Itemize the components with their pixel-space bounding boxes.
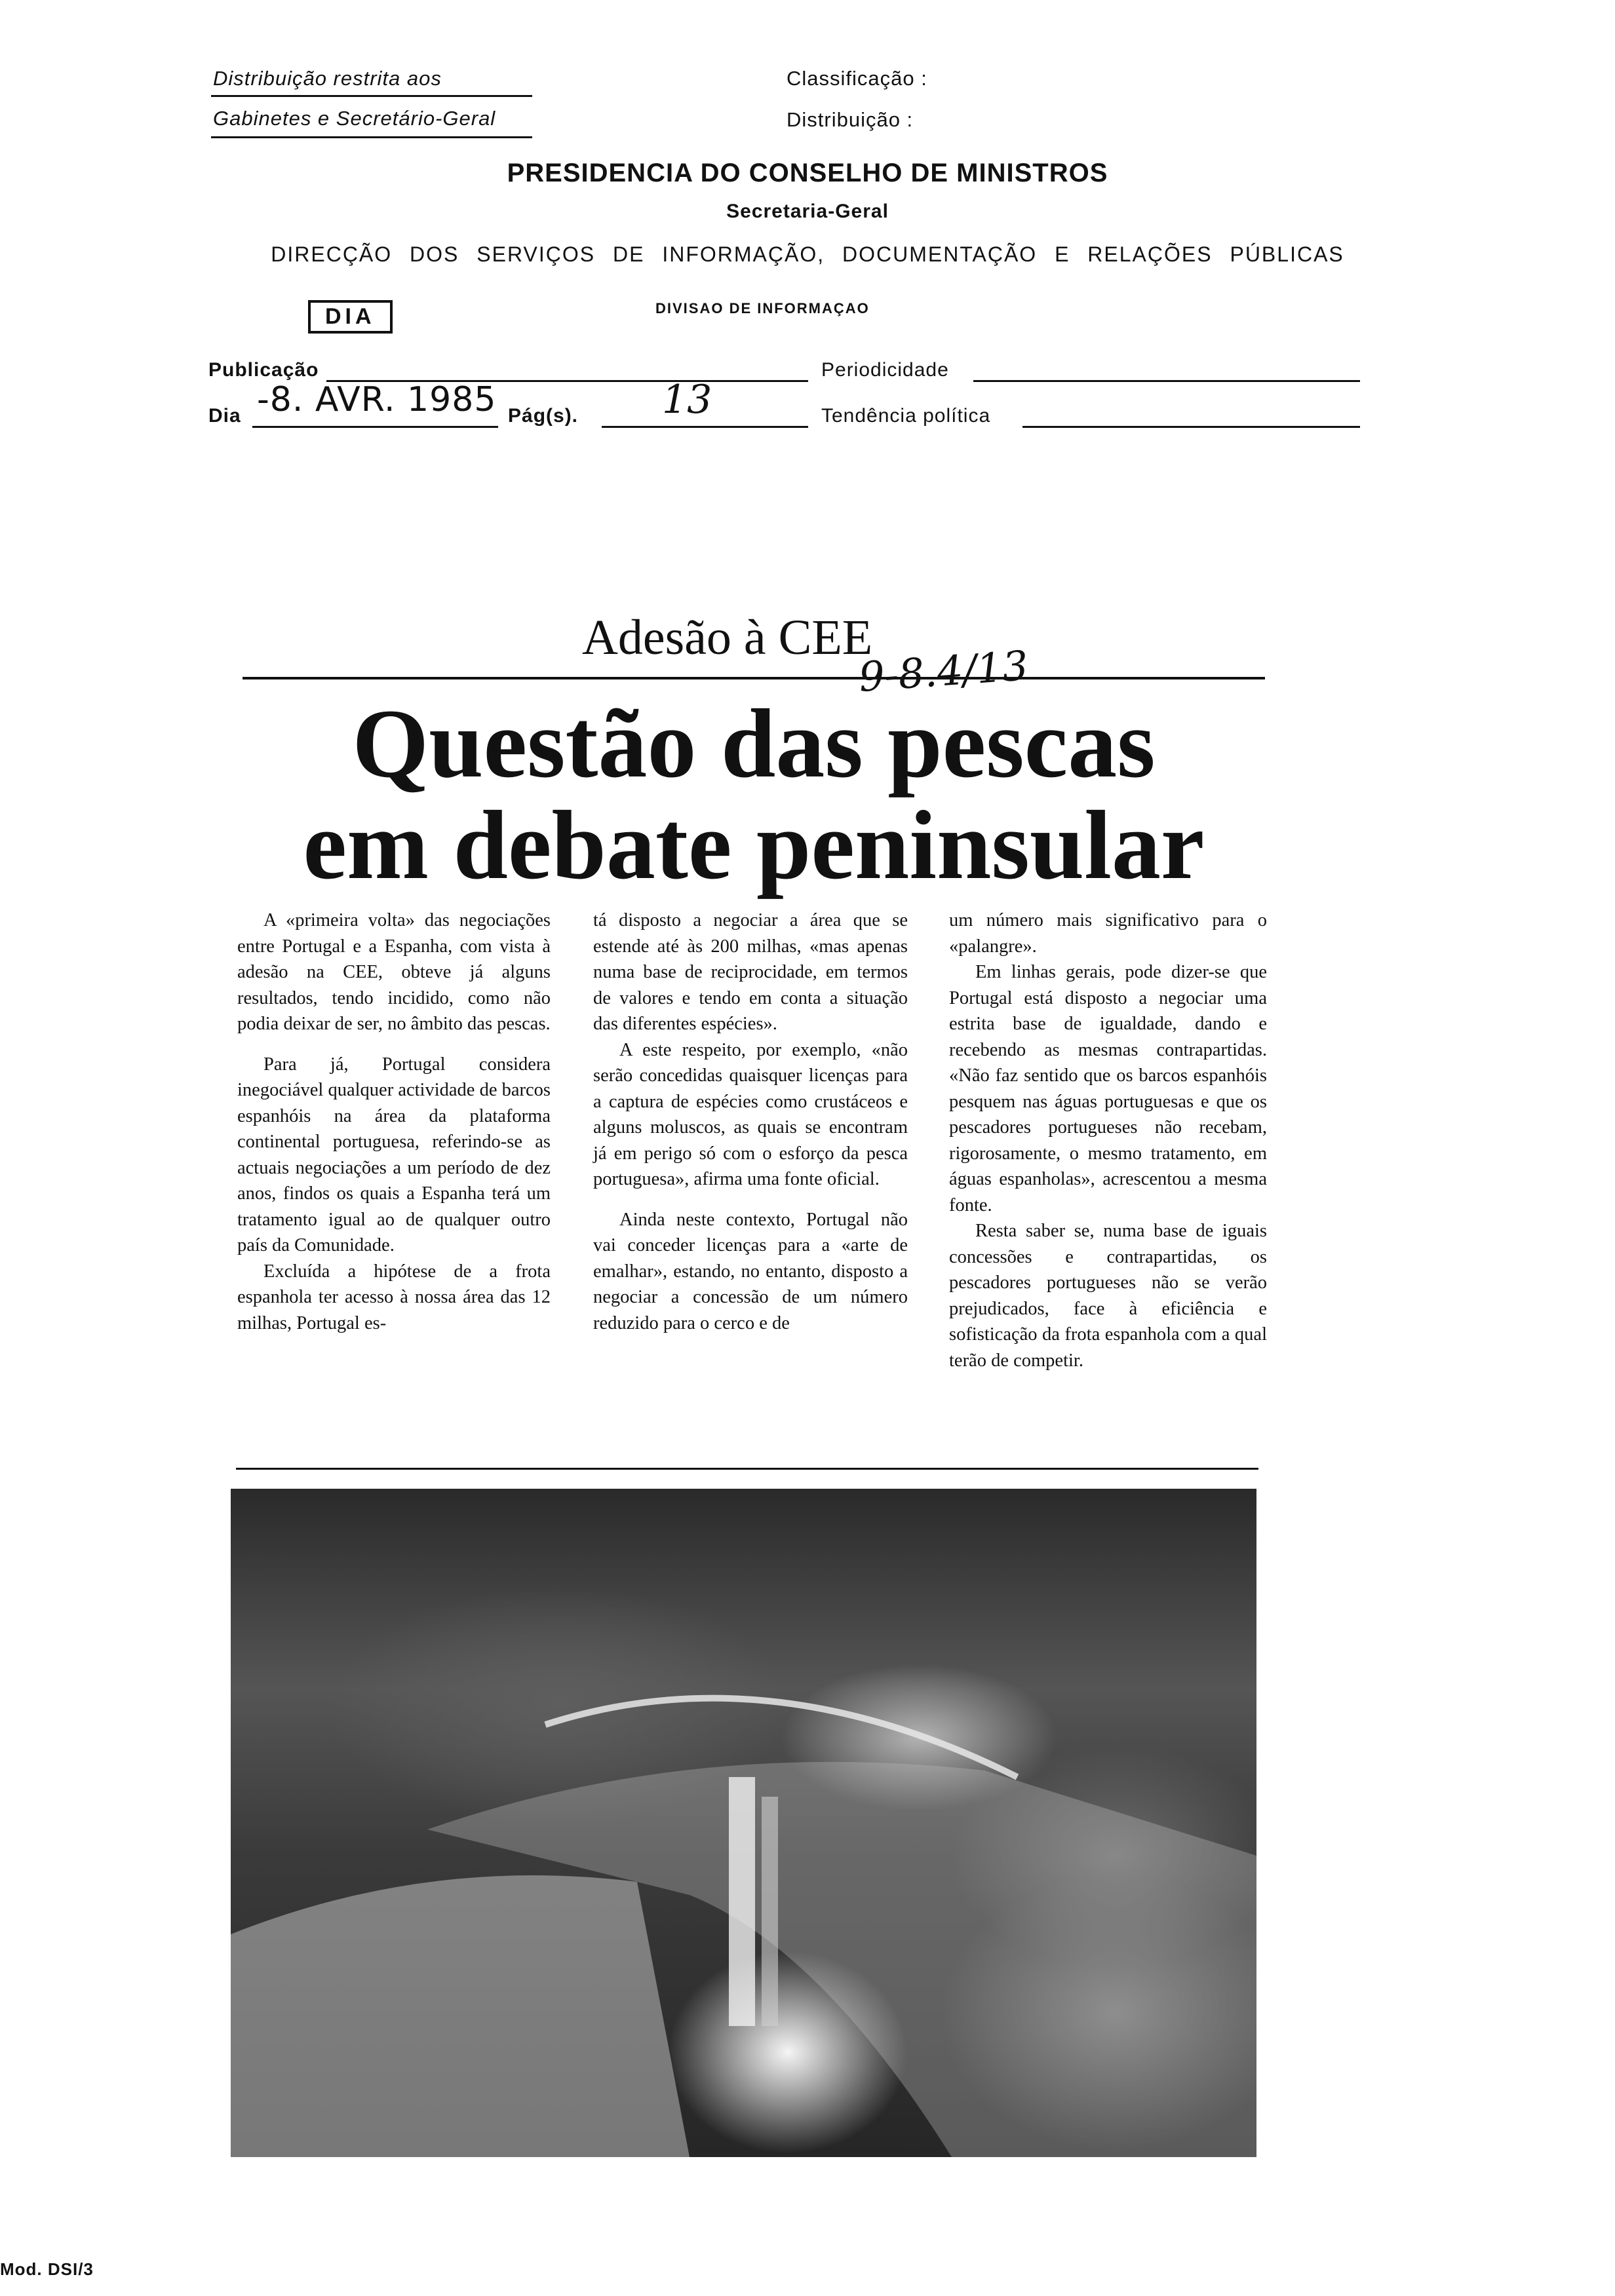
headline-rule	[243, 677, 1265, 679]
periodicidade-label: Periodicidade	[821, 359, 949, 381]
direccao-servicos: DIRECÇÃO DOS SERVIÇOS DE INFORMAÇÃO, DOCUMENTAÇÃO E RELAÇÕES PÚBLICAS	[271, 242, 1344, 266]
dia-line	[252, 426, 498, 428]
col2-paragraph: A este respeito, por exemplo, «não serão concedidas quaisquer licenças para a captura de espécies como crustáceos e alguns moluscos, as quais se encontram já em perigo só com o esforço da pesca portuguesa», afirma uma fonte oficial.	[593, 1039, 908, 1189]
headline-line-2: em debate peninsular	[303, 791, 1205, 900]
col3-paragraph: Em linhas gerais, pode dizer-se que Portugal está disposto a negociar uma estrita base de igualdade, dando e recebendo as mesmas contrapartidas. «Não faz sentido que os barcos espanhóis pesquem nas águas portuguesas e que os pescadores portugueses não recebam, rigorosamente, o mesmo tratamento, em águas espanholas», acrescentou a mesma fonte.	[949, 962, 1267, 1215]
publicacao-label: Publicação	[208, 359, 319, 381]
aerial-photo	[231, 1489, 1256, 2157]
col3-paragraph: Resta saber se, numa base de iguais concessões e contrapartidas, os pescadores portugueses não se verão prejudicados, face à eficiência e sofisticação da frota espanhola com a qual terão de competir.	[949, 1221, 1267, 1371]
article-kicker: Adesão à CEE	[582, 610, 873, 665]
handwritten-note: 9-8.4/13	[857, 641, 1030, 701]
col2-paragraph: Ainda neste contexto, Portugal não vai conceder licenças para a «arte de emalhar», estando, no entanto, disposto a negociar a concessão de um número reduzido para o cerco e de	[593, 1209, 908, 1333]
col2-paragraph: tá disposto a negociar a área que se estende até às 200 milhas, «mas apenas numa base de reciprocidade, em termos de valores e tendo em conta a situação das diferentes espécies».	[593, 910, 908, 1034]
headline-line-1: Questão das pescas	[352, 689, 1156, 798]
periodicidade-line	[973, 380, 1360, 382]
col1-paragraph: Excluída a hipótese de a frota espanhola ter acesso à nossa área das 12 milhas, Portugal es-	[237, 1261, 551, 1333]
pags-line	[602, 426, 808, 428]
secretaria-geral: Secretaria-Geral	[726, 201, 889, 222]
divisao-informacao: DIVISAO DE INFORMAÇAO	[655, 300, 870, 316]
dia-date-stamp: -8. AVR. 1985	[257, 380, 497, 419]
article-column-3	[949, 908, 1267, 1373]
article-bottom-rule	[236, 1468, 1258, 1470]
restriction-underline-2	[211, 136, 532, 138]
presidencia-title: PRESIDENCIA DO CONSELHO DE MINISTROS	[507, 159, 1108, 187]
col1-paragraph: Para já, Portugal considera inegociável qualquer actividade de barcos espanhóis na área da plataforma continental portuguesa, referindo-se as actuais negociações a um período de dez anos, findos os quais a Espanha terá um tratamento igual ao de qualquer outro país da Comunidade.	[237, 1054, 551, 1255]
pags-label: Pág(s).	[508, 405, 579, 427]
form-model-code: Mod. DSI/3	[0, 2259, 94, 2279]
dia-label: Dia	[208, 405, 241, 427]
distribuicao-label: Distribuição :	[787, 108, 914, 131]
restriction-line-1: Distribuição restrita aos	[213, 67, 442, 90]
classificacao-label: Classificação :	[787, 67, 927, 90]
restriction-line-2: Gabinetes e Secretário-Geral	[213, 107, 496, 130]
article-column-1	[237, 908, 551, 1336]
restriction-underline-1	[211, 95, 532, 97]
dia-stamp: DIA	[308, 300, 393, 334]
pags-handwritten-value: 13	[662, 377, 712, 423]
col1-paragraph: A «primeira volta» das negociações entre Portugal e a Espanha, com vista à adesão na CEE, obteve já alguns resultados, tendo incidido, como não podia deixar de ser, no âmbito das pescas.	[237, 910, 551, 1034]
tendencia-line	[1022, 426, 1360, 428]
photo-detail	[231, 1489, 1256, 2157]
col3-paragraph: um número mais significativo para o «palangre».	[949, 910, 1267, 957]
article-column-2	[593, 908, 908, 1336]
tendencia-label: Tendência política	[821, 405, 991, 427]
